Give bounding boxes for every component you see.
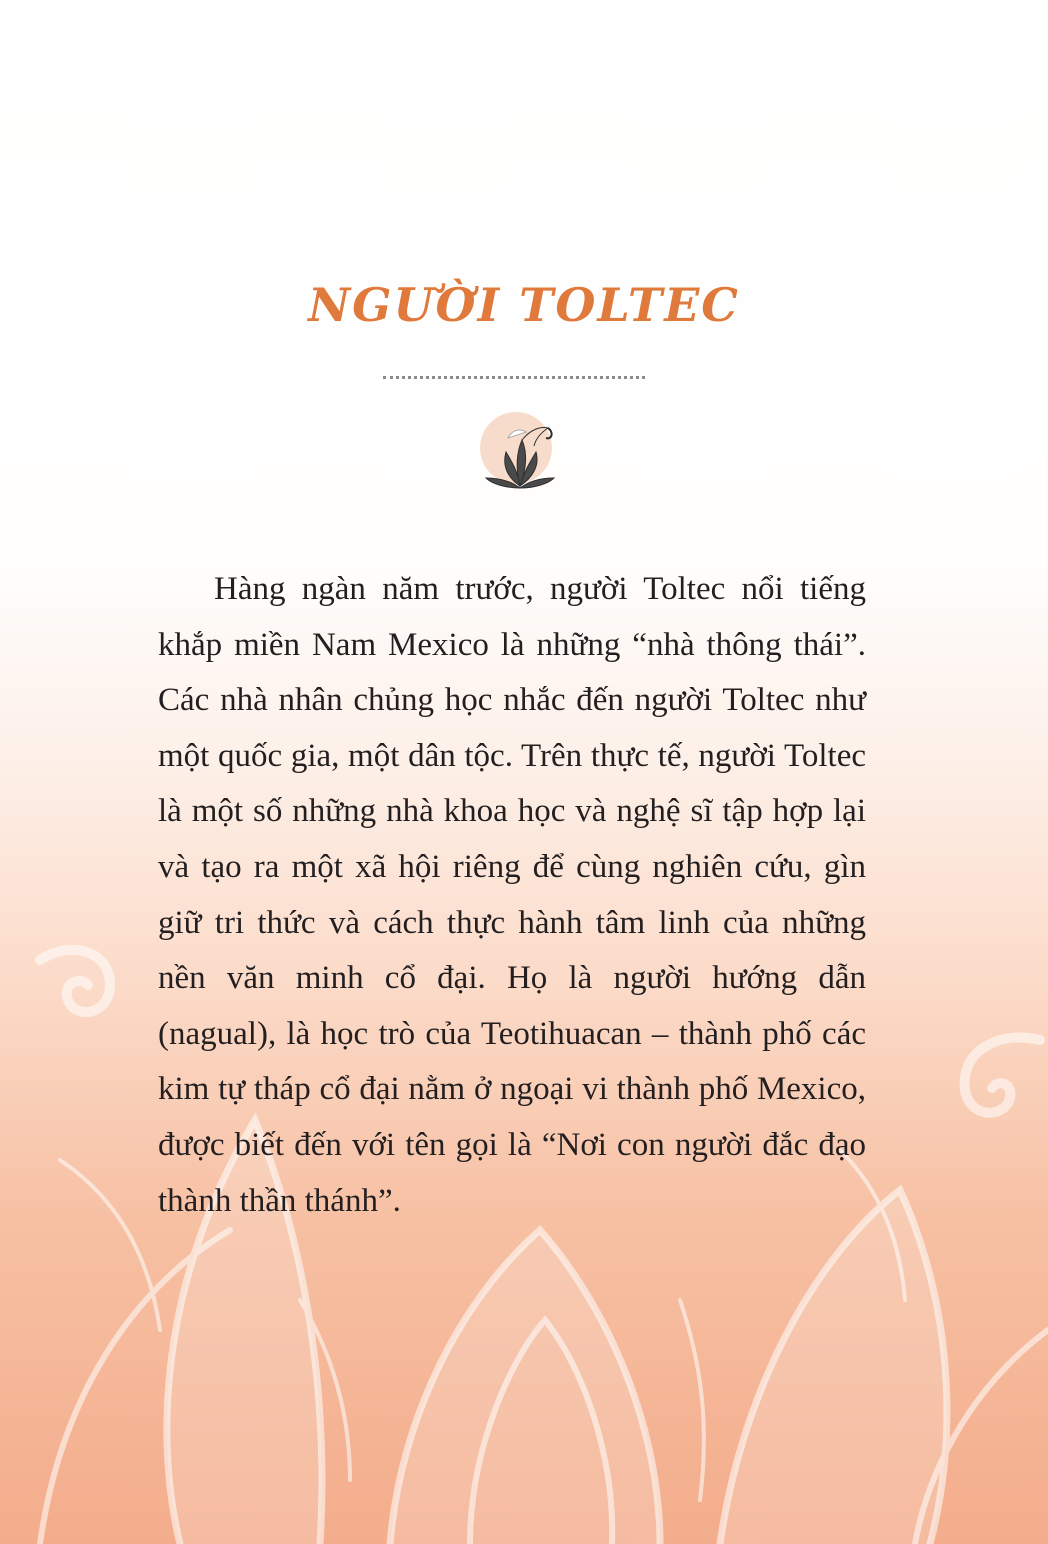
lotus-flower-icon: [478, 408, 562, 498]
title-divider: [383, 376, 645, 379]
chapter-title: NGƯỜI TOLTEC: [308, 278, 740, 332]
chapter-paragraph: Hàng ngàn năm trước, người Toltec nổi tiếng khắp miền Nam Mexico là những “nhà thông thái”. Các nhà nhân chủng học nhắc đến người Toltec như một quốc gia, một dân tộc. Trên thực tế, người Toltec là một số những nhà khoa học và nghệ sĩ tập hợp lại và tạo ra một xã hội riêng để cùng nghiên cứu, gìn giữ tri thức và cách thực hành tâm linh của những nền văn minh cổ đại. Họ là người hướng dẫn (nagual), là học trò của Teotihuacan – thành phố các kim tự tháp cổ đại nằm ở ngoại vi thành phố Mexico, được biết đến với tên gọi là “Nơi con người đắc đạo thành thần thánh”.: [158, 571, 866, 1219]
